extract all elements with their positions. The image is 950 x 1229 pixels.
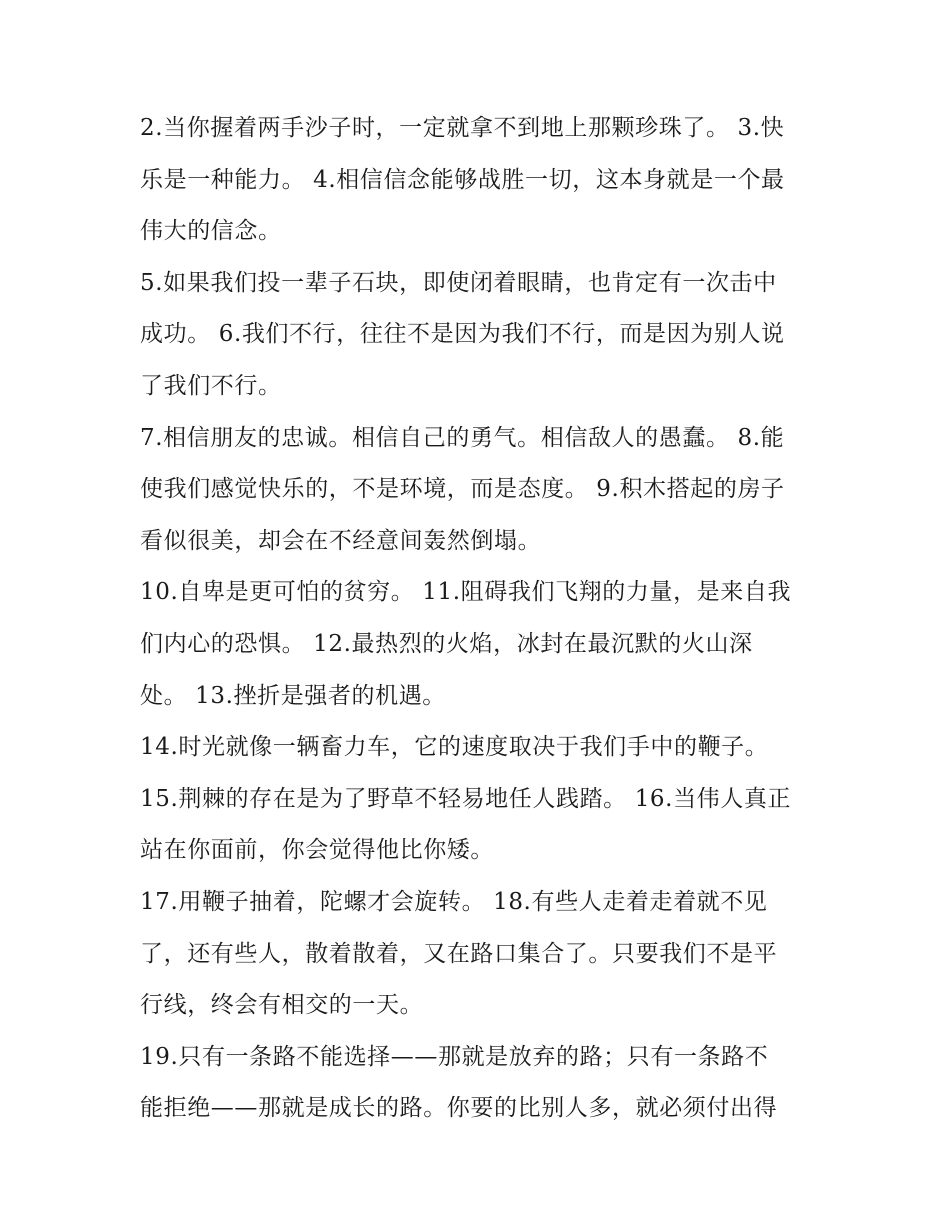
- text-line: 能拒绝——那就是成长的路。你要的比别人多，就必须付出得: [140, 1095, 778, 1122]
- document-body: [140, 103, 820, 1135]
- text-line: 站在你面前，你会觉得他比你矮。: [140, 837, 494, 864]
- text-line: 乐是一种能力。 4.相信信念能够战胜一切，这本身就是一个最: [140, 166, 785, 193]
- text-line: 2.当你握着两手沙子时，一定就拿不到地上那颗珍珠了。 3.快: [140, 115, 785, 141]
- text-line: 看似很美，却会在不经意间轰然倒塌。: [140, 527, 542, 554]
- text-line: 14.时光就像一辆畜力车，它的速度取决于我们手中的鞭子。: [140, 734, 769, 761]
- text-line: 19.只有一条路不能选择——那就是放弃的路；只有一条路不: [140, 1043, 769, 1070]
- text-line: 10.自卑是更可怕的贫穷。 11.阻碍我们飞翔的力量，是来自我: [140, 579, 792, 606]
- text-line: 成功。 6.我们不行，往往不是因为我们不行，而是因为别人说: [140, 321, 785, 348]
- text-line: 了，还有些人，散着散着，又在路口集合了。只要我们不是平: [140, 940, 778, 967]
- text-line: 伟大的信念。: [140, 218, 282, 245]
- text-line: 了我们不行。: [140, 372, 282, 399]
- text-line: 们内心的恐惧。 12.最热烈的火焰，冰封在最沉默的火山深: [140, 630, 753, 657]
- text-line: 17.用鞭子抽着，陀螺才会旋转。 18.有些人走着走着就不见: [140, 888, 768, 915]
- text-line: 使我们感觉快乐的，不是环境，而是态度。 9.积木搭起的房子: [140, 476, 785, 503]
- text-line: 5.如果我们投一辈子石块，即使闭着眼睛，也肯定有一次击中: [140, 269, 777, 296]
- text-line: 行线，终会有相交的一天。: [140, 992, 424, 1019]
- text-line: 15.荆棘的存在是为了野草不轻易地任人践踏。 16.当伟人真正: [140, 785, 792, 812]
- text-line: 7.相信朋友的忠诚。相信自己的勇气。相信敌人的愚蠢。 8.能: [140, 424, 785, 451]
- text-line: 处。 13.挫折是强者的机遇。: [140, 682, 446, 709]
